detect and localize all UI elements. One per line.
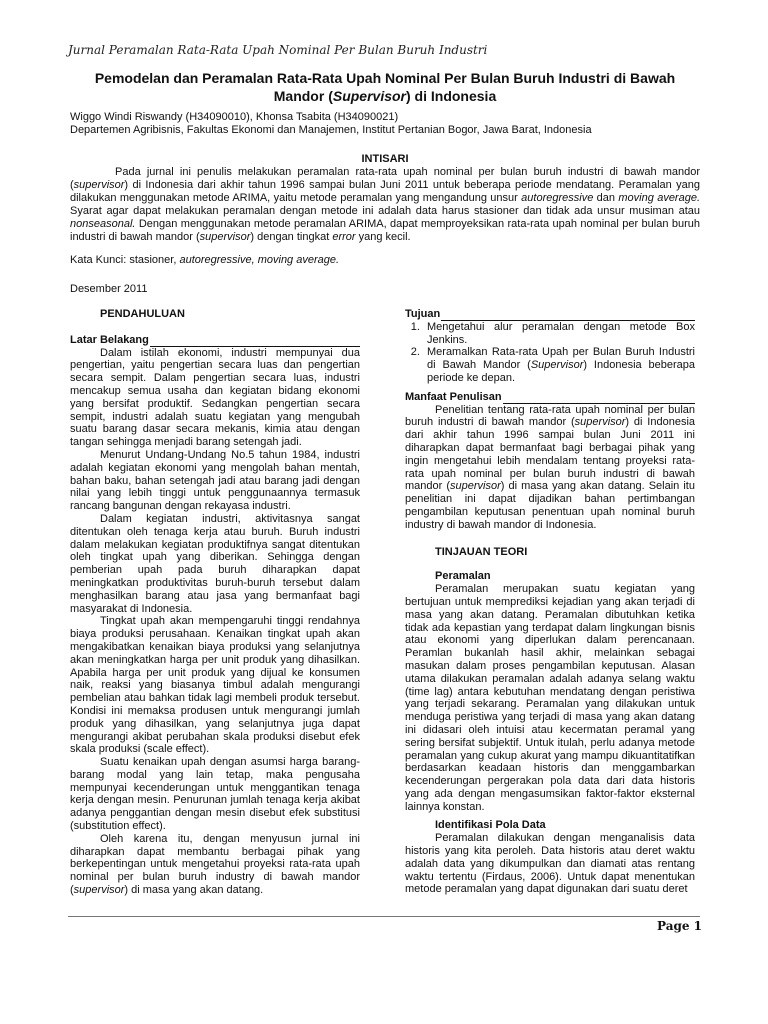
subheading-peramalan: Peramalan: [435, 570, 491, 583]
page-number: Page 1: [657, 919, 703, 933]
subheading-tujuan: Tujuan: [405, 308, 695, 321]
goals-list: [405, 321, 695, 385]
authors: Wiggo Windi Riswandy (H34090010), Khonsa Tsabita (H34090021): [70, 111, 399, 123]
paragraph: Suatu kenaikan upah dengan asumsi harga barang-barang modal yang lain tetap, maka pengusaha mempunyai kecenderungan untuk menggantikan tenaga kerja dengan mesin. Penurunan jumlah tenaga kerja akibat adanya penggantian dengan mesin disebut efek substitusi (substitution effect).: [70, 756, 360, 833]
section-heading-tinjauan-teori: TINJAUAN TEORI: [435, 545, 528, 558]
subheading-identifikasi-pola-data: Identifikasi Pola Data: [435, 819, 546, 832]
abstract-text: Pada jurnal ini penulis melakukan peramalan rata-rata upah nominal per bulan buruh industri di bawah mandor (supervisor) di Indonesia dari akhir tahun 1996 sampai bulan Juni 2011 untuk beberapa periode mendatang. Peramalan yang dilakukan menggunakan metode ARIMA, yaitu metode peramalan yang mengandung unsur autoregressive dan moving average. Syarat agar dapat melakukan peramalan dengan metode ini adalah data harus stasioner dan tidak ada unsur musiman atau nonseasonal. Dengan menggunakan metode peramalan ARIMA, dapat memproyeksikan rata-rata upah nominal per bulan buruh industri di bawah mandor (supervisor) dengan tingkat error yang kecil.: [70, 166, 701, 243]
subheading-manfaat-penulisan: Manfaat Penulisan: [405, 391, 695, 404]
section-heading-pendahuluan: PENDAHULUAN: [100, 308, 185, 320]
footer-rule: [68, 916, 700, 917]
paragraph: Dalam kegiatan industri, aktivitasnya sangat ditentukan oleh tenaga kerja atau buruh. Buruh industri dalam melakukan kegiatan produktifnya sangat ditentukan oleh tingkat upah yang diberikan. Sehingga dengan pemberian upah pada buruh diharapkan dapat meningkatkan produktivitas buruh-buruh tersebut dalam menghasilkan barang atau jasa yang bermanfaat bagi masyarakat di Indonesia.: [70, 512, 360, 615]
title-line-1: Pemodelan dan Peramalan Rata-Rata Upah Nominal Per Bulan Buruh Industri di Bawah: [94, 70, 676, 86]
list-item: 2. Meramalkan Rata-rata Upah per Bulan Buruh Industri di Bawah Mandor (Supervisor) Indonesia beberapa periode ke depan.: [423, 346, 695, 384]
left-column: [70, 308, 360, 897]
paragraph: Menurut Undang-Undang No.5 tahun 1984, industri adalah kegiatan ekonomi yang mengolah bahan mentah, bahan baku, bahan setengah jadi atau barang jadi dengan nilai yang lebih tinggi untuk penggunaannya termasuk rancang bangunan dengan rekayasa industri.: [70, 448, 360, 513]
right-column: [405, 308, 695, 896]
affiliation: Departemen Agribisnis, Fakultas Ekonomi dan Manajemen, Institut Pertanian Bogor, Jawa Barat, Indonesia: [70, 124, 592, 136]
running-header: Jurnal Peramalan Rata-Rata Upah Nominal Per Bulan Buruh Industri: [68, 43, 488, 57]
paragraph: Penelitian tentang rata-rata upah nominal per bulan buruh industri di bawah mandor (supervisor) di Indonesia dari akhir tahun 1996 sampai bulan Juni 2011 ini diharapkan dapat bermanfaat bagi berbagai pihak yang ingin mengetahui lebih mendalam tentang proyeksi rata-rata upah nominal per bulan buruh industri di bawah mandor (supervisor) di masa yang akan datang. Selain itu penelitian ini dapat dijadikan bahan pertimbangan pengambilan keputusan penentuan upah nominal buruh industry di bawah mandor di Indonesia.: [405, 403, 696, 531]
paragraph: Peramalan merupakan suatu kegiatan yang bertujuan untuk memprediksi kejadian yang akan terjadi di masa yang akan datang. Peramalan dibutuhkan ketika tidak ada kepastian yang terdapat dalam lingkungan bisnis atau ekonomi yang diperlukan dalam perencanaan. Peramlan bukanlah hasil akhir, melainkan sebagai masukan dalam proses pengambilan keputusan. Alasan utama dilakukan peramalan adalah adanya selang waktu (time lag) antara kebutuhan mendatang dengan peristiwa yang terjadi sekarang. Peramalan yang dilakukan untuk menduga peristiwa yang terjadi di masa yang akan datang ini didasari oleh intuisi atau kecermatan peramal yang sering bersifat subjektif. Untuk itulah, perlu adanya metode peramalan yang cukup akurat yang mampu dikuantitatifkan berdasarkan keadaan historis dan menggambarkan kecenderungan pergerakan pola data dari data historis yang ada dengan mengasumsikan faktor-faktor eksternal lainnya konstan.: [405, 583, 695, 813]
author-block: [70, 111, 592, 137]
list-item: 1. Mengetahui alur peramalan dengan metode Box Jenkins.: [423, 321, 695, 347]
publication-date: Desember 2011: [70, 283, 148, 295]
abstract-heading: INTISARI: [361, 153, 409, 165]
keywords: Kata Kunci: stasioner, autoregressive, moving average.: [70, 254, 340, 266]
paper-title: Pemodelan dan Peramalan Rata-Rata Upah Nominal Per Bulan Buruh Industri di Bawah Mandor (Supervisor) di Indonesia: [94, 70, 676, 104]
paragraph: Peramalan dilakukan dengan menganalisis data historis yang kita peroleh. Data historis atau deret waktu adalah data yang dikumpulkan dan diamati atas rentang waktu tertentu (Firdaus, 2006). Untuk dapat menentukan metode peramalan yang dapat digunakan dari suatu deret: [405, 832, 695, 896]
paragraph: Oleh karena itu, dengan menyusun jurnal ini diharapkan dapat membantu berbagai pihak yang berkepentingan untuk mengetahui proyeksi rata-rata upah nominal per bulan buruh industry di bawah mandor (supervisor) di masa yang akan datang.: [70, 832, 360, 897]
paragraph: Dalam istilah ekonomi, industri mempunyai dua pengertian, yaitu pengertian secara luas dan pengertian secara sempit. Dalam pengertian secara luas, industri mencakup semua usaha dan kegiatan bidang ekonomi yang bersifat produktif. Sedangkan pengertian secara sempit, industri adalah suatu kegiatan yang mengubah suatu barang dasar secara mekanis, kimia atau dengan tangan sehingga menjadi barang setengah jadi.: [70, 346, 360, 449]
paragraph: Tingkat upah akan mempengaruhi tinggi rendahnya biaya produksi perusahaan. Kenaikan tingkat upah akan mengakibatkan kenaikan biaya produksi yang selanjutnya akan meningkatkan harga per unit produk yang dihasilkan. Apabila harga per unit produk yang dijual ke konsumen naik, reaksi yang biasanya timbul adalah mengurangi pembelian atau bahkan tidak lagi membeli produk tersebut. Kondisi ini memaksa produsen untuk mengurangi jumlah produk yang dihasilkan, yang selanjutnya juga dapat mengurangi akibat perubahan skala produksi disebut efek skala produksi (scale effect).: [70, 615, 360, 756]
subheading-latar-belakang: Latar Belakang: [70, 334, 360, 347]
